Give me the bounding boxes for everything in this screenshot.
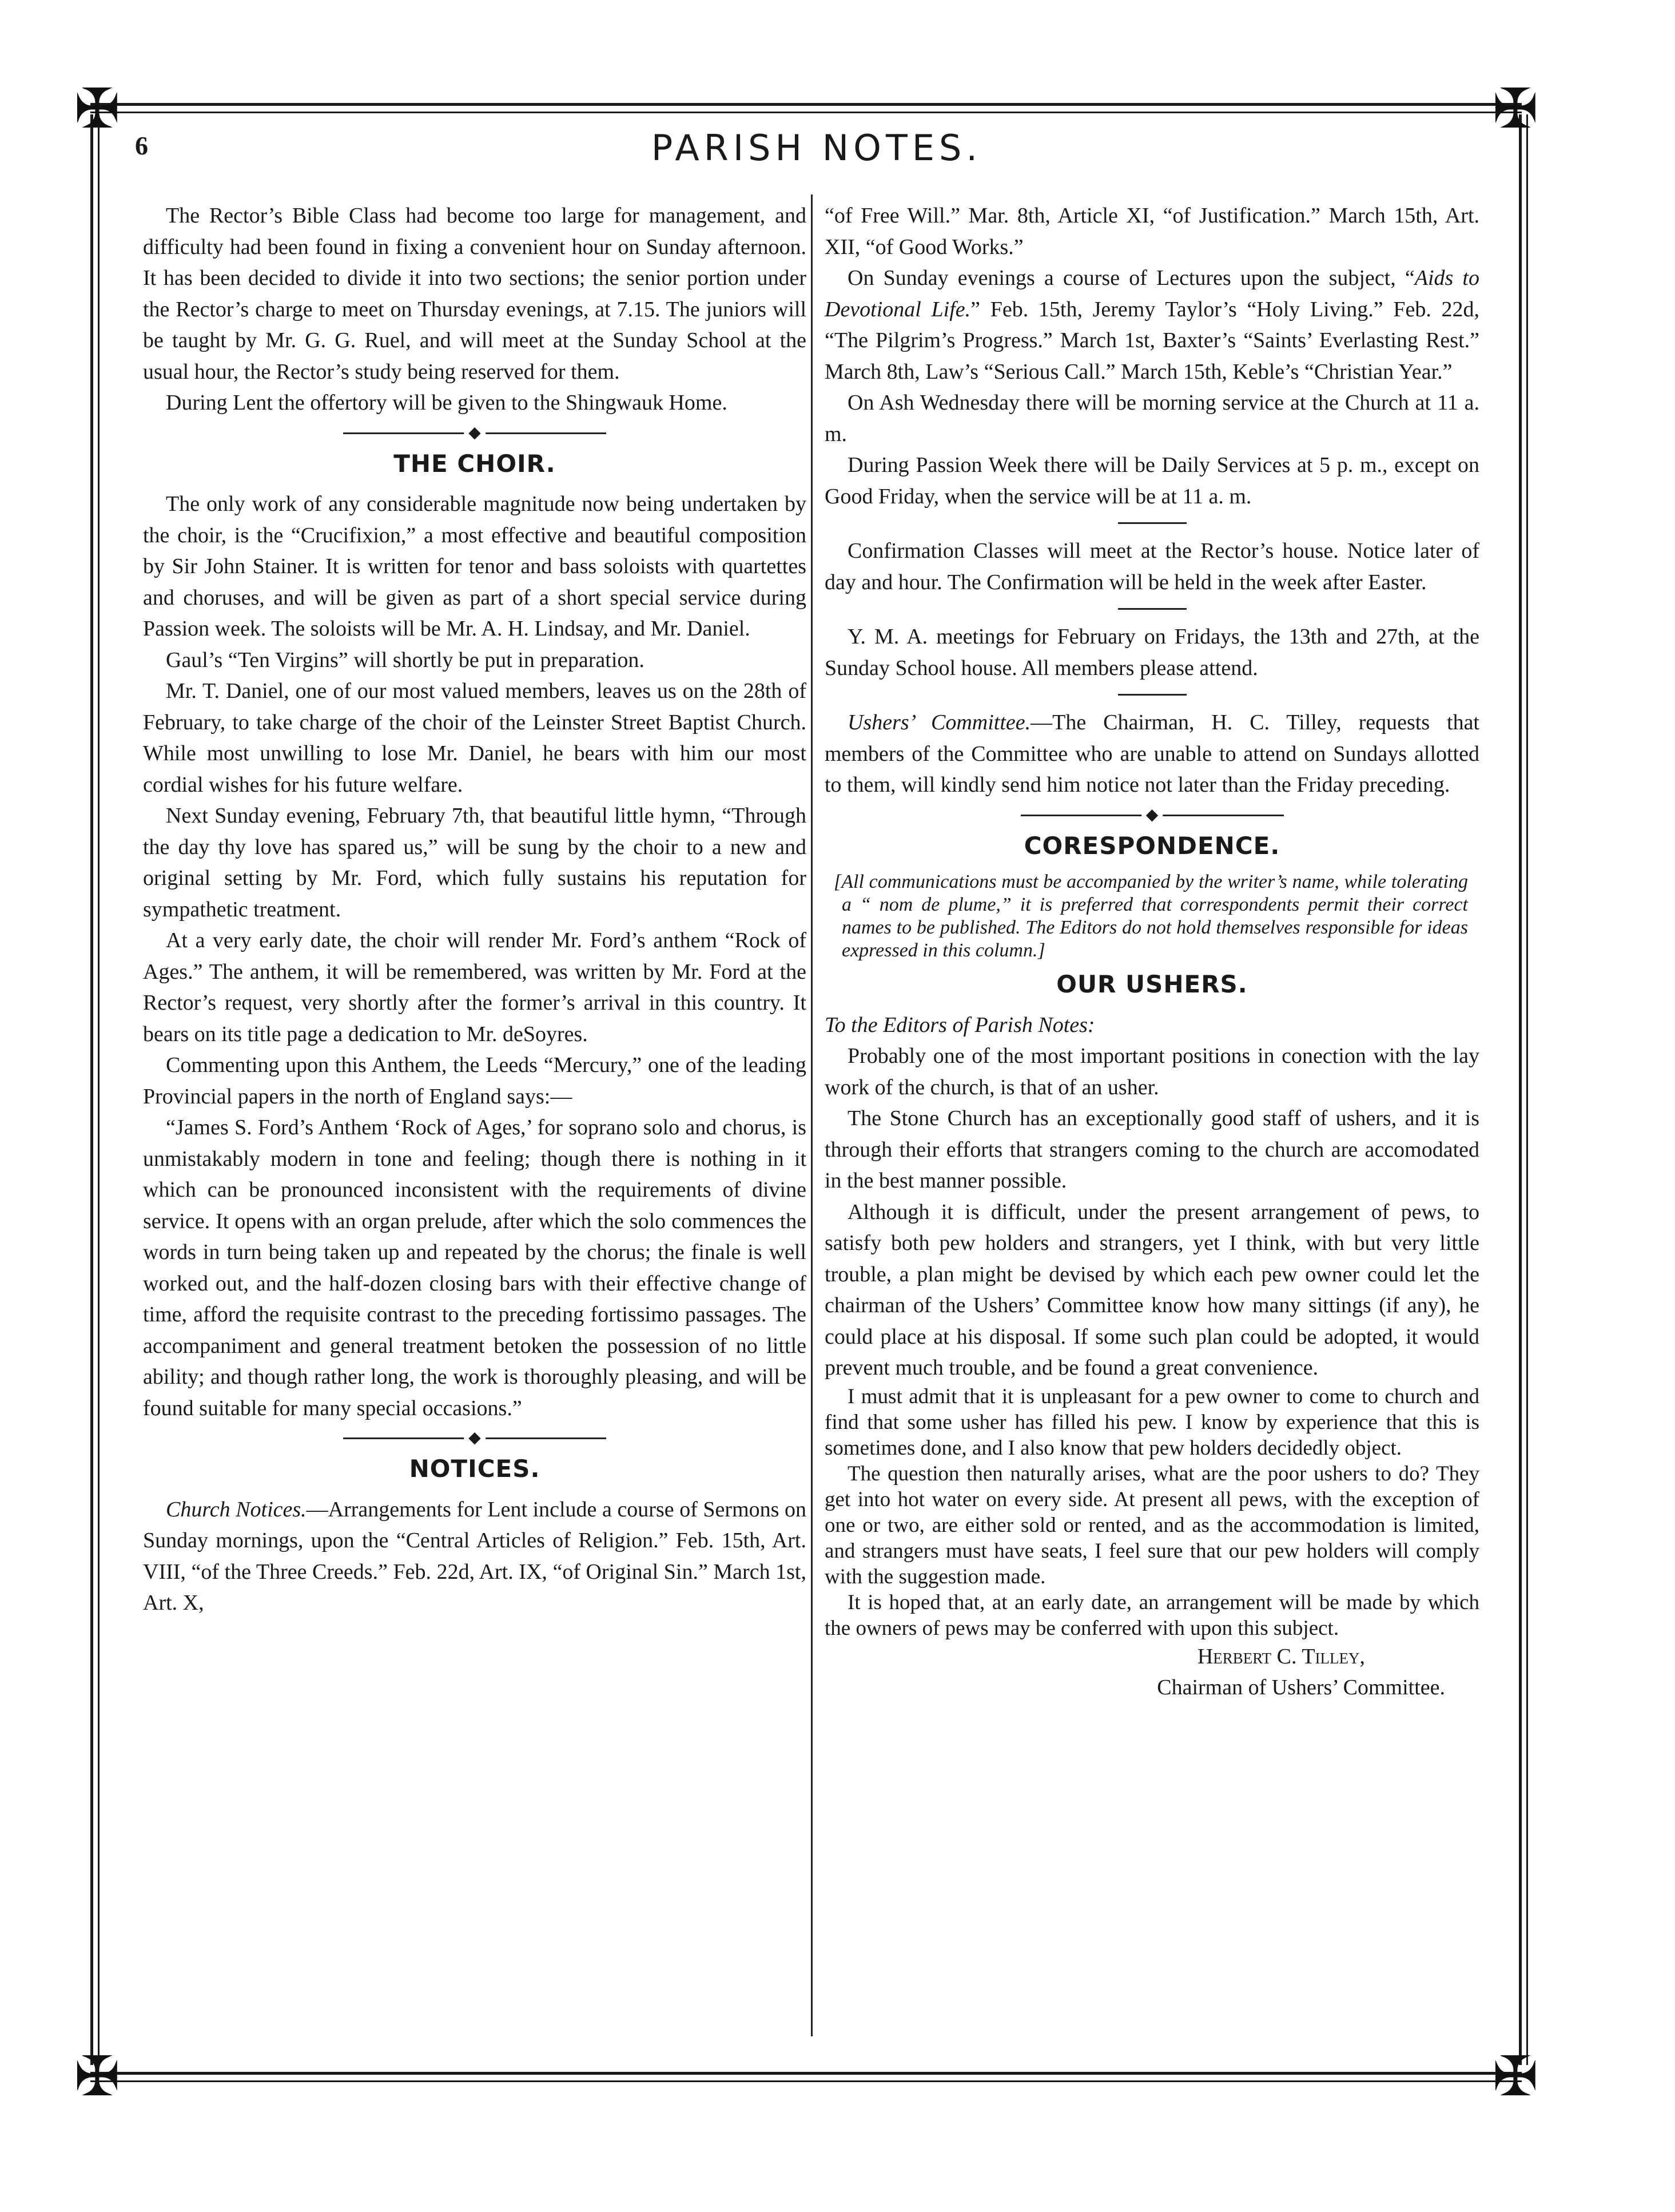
left-column — [143, 200, 806, 2031]
running-title: PARISH NOTES. — [651, 127, 982, 169]
paragraph: Gaul’s “Ten Virgins” will shortly be put in preparation. — [166, 648, 644, 672]
signature-name: Herbert C. Tilley, — [1197, 1644, 1365, 1669]
section-heading-our-ushers: OUR USHERS. — [1056, 970, 1248, 998]
paragraph — [143, 1494, 806, 1619]
paragraph: During Passion Week there will be Daily Services at 5 p. m., except on Good Friday, when the service will be at 11 a. m. — [825, 453, 1479, 509]
corner-cross-icon: ✠ — [74, 77, 121, 141]
paragraph-text: On Sunday evenings a course of Lectures upon the subject, “ — [848, 266, 1415, 290]
section-heading-choir: THE CHOIR. — [393, 449, 556, 478]
paragraph: “of Free Will.” Mar. 8th, Article XI, “of Justification.” March 15th, Art. XII, “of Good Works.” — [825, 204, 1479, 259]
paragraph: Mr. T. Daniel, one of our most valued members, leaves us on the 28th of February, to take charge of the choir of the Leinster Street Baptist Church. While most unwilling to lose Mr. Daniel, he bears with him our most cordial wishes for his future welfare. — [143, 679, 806, 797]
short-divider — [1118, 608, 1187, 610]
editorial-note: [All communications must be accompanied by the writer’s name, while tolerating a “ nom de plume,” it is preferred that correspondents permit their correct names to be published. The Editors do not hold themselves responsible for ideas expressed in this column.] — [834, 871, 1468, 961]
section-divider — [343, 1427, 606, 1450]
page-header — [130, 127, 1503, 176]
paragraph: Y. M. A. meetings for February on Fridays, the 13th and 27th, at the Sunday School house. All members please attend. — [825, 625, 1479, 680]
paragraph: During Lent the offertory will be given to the Shingwauk Home. — [166, 391, 727, 415]
paragraph: Next Sunday evening, February 7th, that beautiful little hymn, “Through the day thy love has spared us,” will be sung by the choir to a new and original setting by Mr. Ford, which fully sustains his reputation for sympathetic treatment. — [143, 804, 806, 922]
frame-bottom-rule — [90, 2072, 1522, 2075]
paragraph-text: —The Chairman, H. C. Tilley, requests that members of the Committee who are unable to attend on Sundays allotted to them, will kindly send him notice not later than the Friday preceding. — [825, 710, 1479, 797]
corner-cross-icon: ✠ — [1492, 2044, 1539, 2108]
corner-cross-icon: ✠ — [74, 2044, 121, 2108]
corner-cross-icon: ✠ — [1492, 77, 1539, 141]
frame-top-rule — [90, 103, 1522, 106]
paragraph: Commenting upon this Anthem, the Leeds “Mercury,” one of the leading Provincial papers in the north of England says:— — [143, 1053, 806, 1109]
paragraph: On Ash Wednesday there will be morning service at the Church at 11 a. m. — [825, 391, 1479, 446]
short-divider — [1118, 694, 1187, 696]
letter-paragraph: It is hoped that, at an early date, an arrangement will be made by which the owners of pews may be conferred with upon this subject. — [825, 1590, 1479, 1640]
letter-paragraph: The question then naturally arises, what are the poor ushers to do? They get into hot water on every side. At present all pews, with the exception of one or two, are either sold or rented, and as the accommodation is limited, and strangers must have seats, I feel sure that our pew holders will comply with the suggestion made. — [825, 1462, 1479, 1588]
section-heading-correspondence: CORESPONDENCE. — [1024, 831, 1280, 860]
column-divider — [811, 194, 813, 2036]
paragraph — [825, 707, 1479, 801]
diamond-icon: ◆ — [1141, 804, 1163, 825]
page-number: 6 — [135, 131, 148, 160]
letter-paragraph: The Stone Church has an exceptionally good staff of ushers, and it is through their efforts that strangers coming to the church are accomodated in the best manner possible. — [825, 1106, 1479, 1193]
italic-title: Aids to Devotional Life. — [825, 266, 1479, 321]
paragraph: At a very early date, the choir will render Mr. Ford’s anthem “Rock of Ages.” The anthem, it will be remembered, was written by Mr. Ford at the Rector’s request, very shortly after the former’s arrival in this country. It bears on its title page a dedication to Mr. deSoyres. — [143, 928, 806, 1046]
paragraph: The only work of any considerable magnitude now being undertaken by the choir, is the “Crucifixion,” a most effective and beautiful composition by Sir John Stainer. It is written for tenor and bass soloists with quartettes and choruses, and will be given as part of a short special service during Passion week. The soloists will be Mr. A. H. Lindsay, and Mr. Daniel. — [143, 492, 806, 641]
frame-left-rule — [90, 114, 93, 2065]
letter-paragraph: I must admit that it is unpleasant for a pew owner to come to church and find that some usher has filled his pew. I know by experience that this is sometimes done, and I also know that pew holders decidedly object. — [825, 1384, 1479, 1460]
letter-paragraph: Although it is difficult, under the present arrangement of pews, to satisfy both pew holders and strangers, yet I think, with but very little trouble, a plan might be devised by which each pew owner could let the chairman of the Ushers’ Committee know how many sittings (if any), he could place at his disposal. If some such plan could be adopted, it would prevent much trouble, and be found a great convenience. — [825, 1200, 1479, 1380]
quoted-review: “James S. Ford’s Anthem ‘Rock of Ages,’ for soprano solo and chorus, is unmistakably modern in tone and feeling; though there is nothing in it which can be pronounced inconsistent with the requirements of divine service. It opens with an organ prelude, after which the solo commences the words in turn being taken up and repeated by the chorus; the finale is well worked out, and the half-dozen closing bars with their effective change of time, afford the requisite contrast to the preceding fortissimo passages. The accompaniment and general treatment betoken the possession of no little ability; and though rather long, the work is thoroughly pleasing, and will be found suitable for many special occasions.” — [143, 1115, 806, 1420]
run-in-label: Church Notices. — [166, 1497, 307, 1522]
diamond-icon: ◆ — [464, 1427, 486, 1448]
section-divider — [1021, 804, 1284, 827]
frame-right-rule — [1519, 114, 1522, 2065]
short-divider — [1118, 522, 1187, 524]
signature-title: Chairman of Ushers’ Committee. — [1157, 1675, 1445, 1699]
diamond-icon: ◆ — [464, 422, 486, 443]
paragraph: The Rector’s Bible Class had become too large for management, and difficulty had been found in fixing a convenient hour on Sunday afternoon. It has been decided to divide it into two sections; the senior portion under the Rector’s charge to meet on Thursday evenings, at 7.15. The juniors will be taught by Mr. G. G. Ruel, and will meet at the Sunday School at the usual hour, the Rector’s study being reserved for them. — [143, 204, 806, 384]
letter-paragraph: Probably one of the most important positions in conection with the lay work of the church, is that of an usher. — [825, 1044, 1479, 1099]
signature-name-line — [825, 1641, 1479, 1673]
paragraph — [825, 263, 1479, 387]
paragraph: Confirmation Classes will meet at the Rector’s house. Notice later of day and hour. The Confirmation will be held in the week after Easter. — [825, 539, 1479, 594]
right-column — [825, 200, 1479, 2031]
run-in-label: Ushers’ Committee. — [848, 710, 1031, 734]
salutation: To the Editors of Parish Notes: — [825, 1012, 1095, 1037]
section-heading-notices: NOTICES. — [409, 1455, 540, 1483]
section-divider — [343, 422, 606, 445]
paragraph-text: ” Feb. 15th, Jeremy Taylor’s “Holy Living.” Feb. 22d, “The Pilgrim’s Progress.” March 1st, Baxter’s “Saints’ Everlasting Rest.” March 8th, Law’s “Serious Call.” March 15th, Keble’s “Christian Year.” — [825, 297, 1480, 384]
paragraph-text: —Arrangements for Lent include a course of Sermons on Sunday mornings, upon the “Central Articles of Religion.” Feb. 15th, Art. VIII, “of the Three Creeds.” Feb. 22d, Art. IX, “of Original Sin.” March 1st, Art. X, — [143, 1497, 806, 1615]
